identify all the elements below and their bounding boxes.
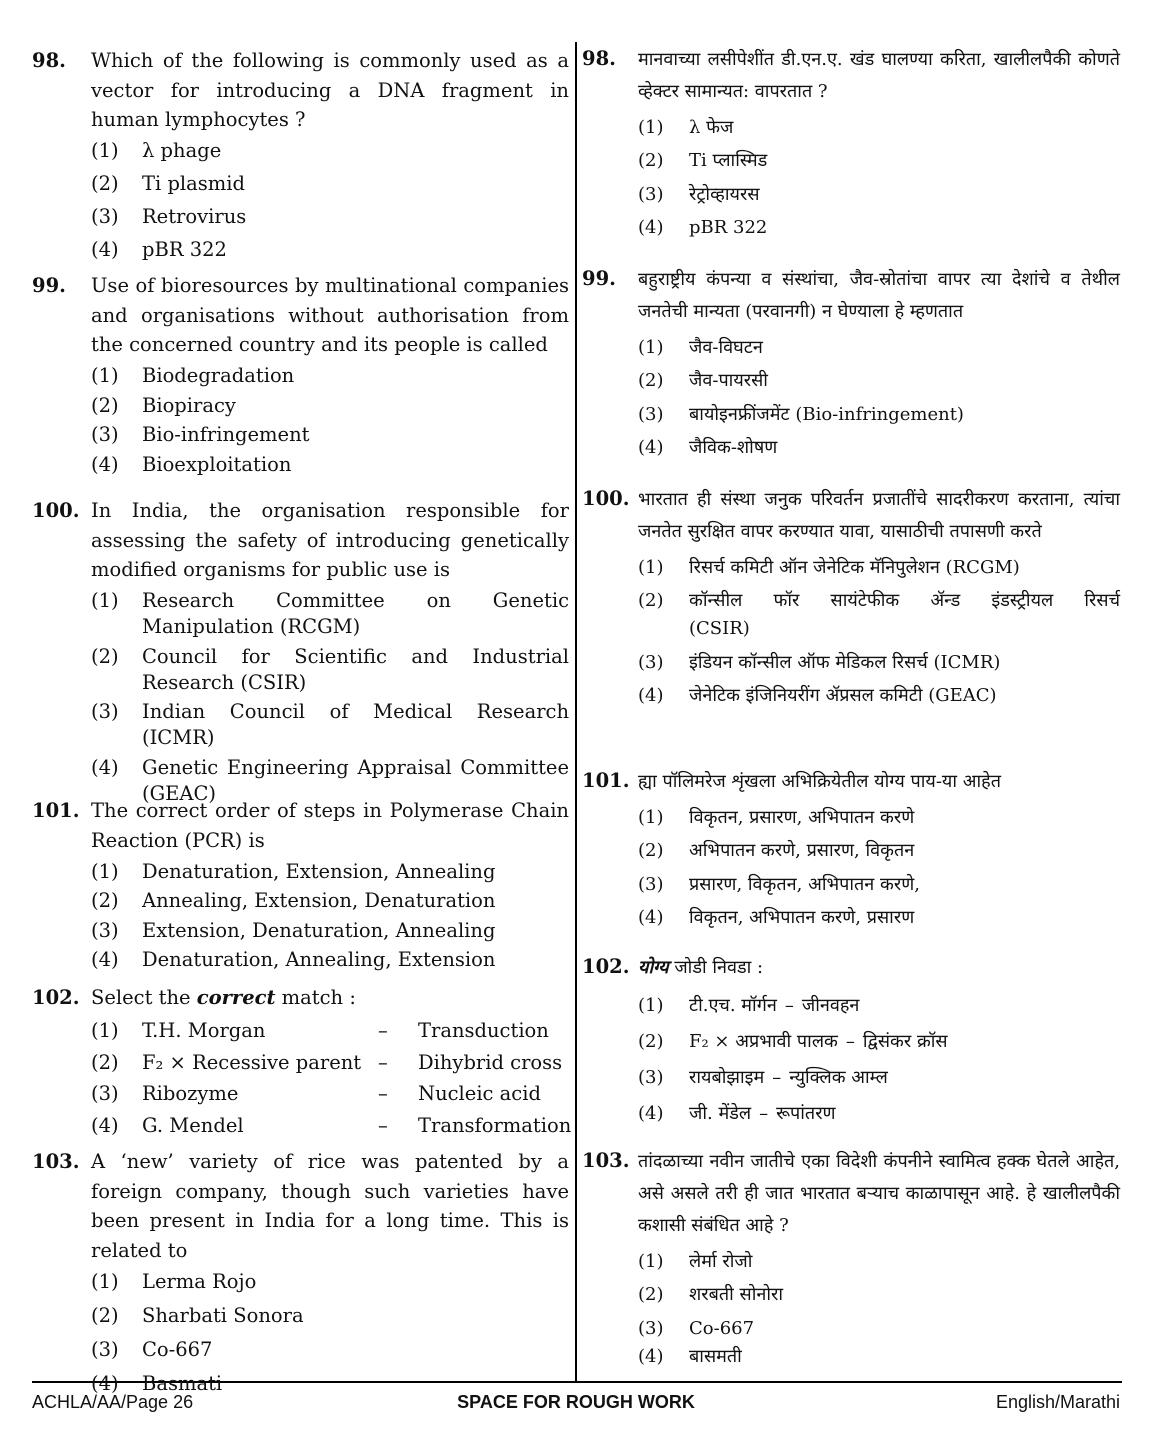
option-2: (2) Biopiracy	[91, 393, 236, 417]
column-divider	[575, 42, 577, 1382]
question-98-en	[32, 46, 569, 263]
question-stem: Which of the following is commonly used as a vector for introducing a DNA fragment in human lymphocytes ?	[91, 49, 569, 131]
option-3: (3) Co-667	[638, 1317, 755, 1339]
option-4: (4) Basmati	[91, 1371, 223, 1395]
rough-work-label: SPACE FOR ROUGH WORK	[457, 1392, 695, 1412]
option-1: (1) Denaturation, Extension, Annealing	[91, 859, 496, 883]
option-3: (3) Retrovirus	[91, 205, 247, 228]
option-4: (4) Bioexploitation	[91, 452, 292, 476]
question-number: 98.	[32, 49, 66, 72]
question-number: 103.	[582, 1149, 630, 1172]
question-102-mr	[582, 952, 1120, 1128]
option-2: (2) Council for Scientific and Industrial Research (CSIR)	[91, 644, 569, 694]
question-stem: योग्य जोडी निवडा :	[638, 957, 764, 978]
question-stem: A ‘new’ variety of rice was patented by a foreign company, though such varieties have been present in India for a long time. This is related to	[91, 1150, 569, 1262]
option-3: (3) प्रसारण, विकृतन, अभिपातन करणे,	[638, 873, 920, 895]
question-stem: In India, the organisation responsible for assessing the safety of introducing genetically modified organisms for public use is	[91, 499, 569, 581]
option-4: (4) Denaturation, Annealing, Extension	[91, 948, 496, 971]
question-98-mr	[582, 44, 1120, 242]
option-3: (3) Extension, Denaturation, Annealing	[91, 918, 496, 942]
question-99-en	[32, 271, 569, 478]
option-1: (1) Research Committee on Genetic Manipulation (RCGM)	[91, 589, 569, 638]
question-number: 99.	[32, 274, 66, 297]
question-stem: तांदळाच्या नवीन जातीचे एका विदेशी कंपनीने स्वामित्व हक्क घेतले आहेत, असे असले तरी ही जात भारतात बऱ्याच काळापासून आहे. हे खालीलपैकी कशासी संबंधित आहे ?	[638, 1151, 1120, 1236]
question-100-en	[32, 496, 569, 807]
question-number: 100.	[32, 499, 80, 522]
option-3: (3) इंडियन कॉन्सील ऑफ मेडिकल रिसर्च (ICMR)	[638, 651, 1001, 673]
question-103-en	[32, 1147, 569, 1397]
match-row-1: (1) टी.एच. मॉर्गन – जीनवहन	[638, 995, 860, 1016]
question-101-en	[32, 796, 569, 973]
question-number: 102.	[32, 986, 80, 1009]
option-4: (4) Genetic Engineering Appraisal Committee (GEAC)	[91, 755, 569, 805]
option-1: (1) जैव-विघटन	[638, 336, 763, 358]
question-stem: The correct order of steps in Polymerase Chain Reaction (PCR) is	[91, 799, 569, 852]
option-4: (4) pBR 322	[91, 238, 227, 261]
match-row-4: (4) जी. मेंडेल – रूपांतरण	[638, 1103, 836, 1124]
question-102-en	[32, 983, 572, 1139]
option-2: (2) Ti plasmid	[91, 172, 246, 195]
option-1: (1) लेर्मा रोजो	[638, 1250, 753, 1272]
question-99-mr	[582, 264, 1120, 462]
option-4: (4) जैविक-शोषण	[638, 437, 778, 458]
question-number: 102.	[582, 955, 630, 978]
match-row-3: (3) Ribozyme – Nucleic acid	[91, 1082, 541, 1105]
option-4: (4) जेनेटिक इंजिनियरींग ॲप्रसल कमिटी (GEAC)	[638, 685, 997, 706]
option-2: (2) जैव-पायरसी	[638, 370, 768, 391]
match-row-2: (2) F₂ × अप्रभावी पालक – द्विसंकर क्रॉस	[638, 1031, 948, 1052]
option-1: (1) रिसर्च कमिटी ऑन जेनेटिक मॅनिपुलेशन (RCGM)	[638, 556, 1020, 578]
option-3: (3) बायोइनफ्रींजमेंट (Bio-infringement)	[638, 403, 964, 425]
option-1: (1) λ phage	[91, 139, 222, 162]
option-2: (2) अभिपातन करणे, प्रसारण, विकृतन	[638, 840, 915, 861]
question-stem: Use of bioresources by multinational companies and organisations without authorisation from the concerned country and its people is called	[91, 274, 569, 356]
question-number: 98.	[582, 47, 616, 70]
option-2: (2) कॉन्सील फॉर सायंटेफीक ॲन्ड इंडस्ट्रीयल रिसर्च (CSIR)	[638, 590, 1120, 639]
option-3: (3) रेट्रोव्हायरस	[638, 183, 760, 205]
option-1: (1) Biodegradation	[91, 364, 295, 387]
question-number: 103.	[32, 1150, 80, 1173]
question-stem: बहुराष्ट्रीय कंपन्या व संस्थांचा, जैव-स्रोतांचा वापर त्या देशांचे व तेथील जनतेची मान्यता (परवानगी) न घेण्याला हे म्हणतात	[638, 269, 1120, 322]
match-row-4: (4) G. Mendel – Transformation	[91, 1113, 572, 1137]
question-stem: मानवाच्या लसीपेशींत डी.एन.ए. खंड घालण्या करिता, खालीलपैकी कोणते व्हेक्टर सामान्यत: वापरतात ?	[638, 49, 1120, 102]
option-2: (2) Sharbati Sonora	[91, 1303, 304, 1327]
option-3: (3) Indian Council of Medical Research (ICMR)	[91, 700, 569, 749]
option-4: (4) विकृतन, अभिपातन करणे, प्रसारण	[638, 907, 915, 928]
question-stem: Select the correct match :	[91, 986, 356, 1009]
match-row-3: (3) रायबोझाइम – न्युक्लिक आम्ल	[638, 1067, 888, 1088]
question-stem: भारतात ही संस्था जनुक परिवर्तन प्रजातींचे सादरीकरण करताना, त्यांचा जनतेत सुरक्षित वापर करण्यात यावा, यासाठीची तपासणी करते	[638, 489, 1120, 542]
match-row-2: (2) F₂ × Recessive parent – Dihybrid cross	[91, 1050, 563, 1074]
option-2: (2) Annealing, Extension, Denaturation	[91, 889, 496, 912]
option-3: (3) Co-667	[91, 1337, 213, 1361]
option-2: (2) Ti प्लास्मिड	[638, 150, 768, 171]
question-101-mr	[582, 766, 1120, 932]
option-4: (4) बासमती	[638, 1345, 742, 1367]
language-label: English/Marathi	[995, 1392, 1120, 1412]
question-100-mr	[582, 484, 1120, 710]
question-stem: ह्या पॉलिमरेज शृंखला अभिक्रियेतील योग्य पाय-या आहेत	[638, 771, 1001, 792]
option-1: (1) λ फेज	[638, 116, 734, 138]
match-row-1: (1) T.H. Morgan – Transduction	[91, 1019, 549, 1042]
option-4: (4) pBR 322	[638, 217, 768, 238]
question-number: 99.	[582, 267, 616, 290]
question-103-mr	[582, 1146, 1120, 1371]
page-identifier: ACHLA/AA/Page 26	[32, 1392, 194, 1412]
question-number: 100.	[582, 487, 630, 510]
option-3: (3) Bio-infringement	[91, 423, 310, 446]
question-number: 101.	[582, 769, 630, 792]
question-number: 101.	[32, 799, 80, 822]
option-1: (1) विकृतन, प्रसारण, अभिपातन करणे	[638, 806, 915, 828]
option-1: (1) Lerma Rojo	[91, 1269, 257, 1293]
option-2: (2) शरबती सोनोरा	[638, 1284, 784, 1305]
